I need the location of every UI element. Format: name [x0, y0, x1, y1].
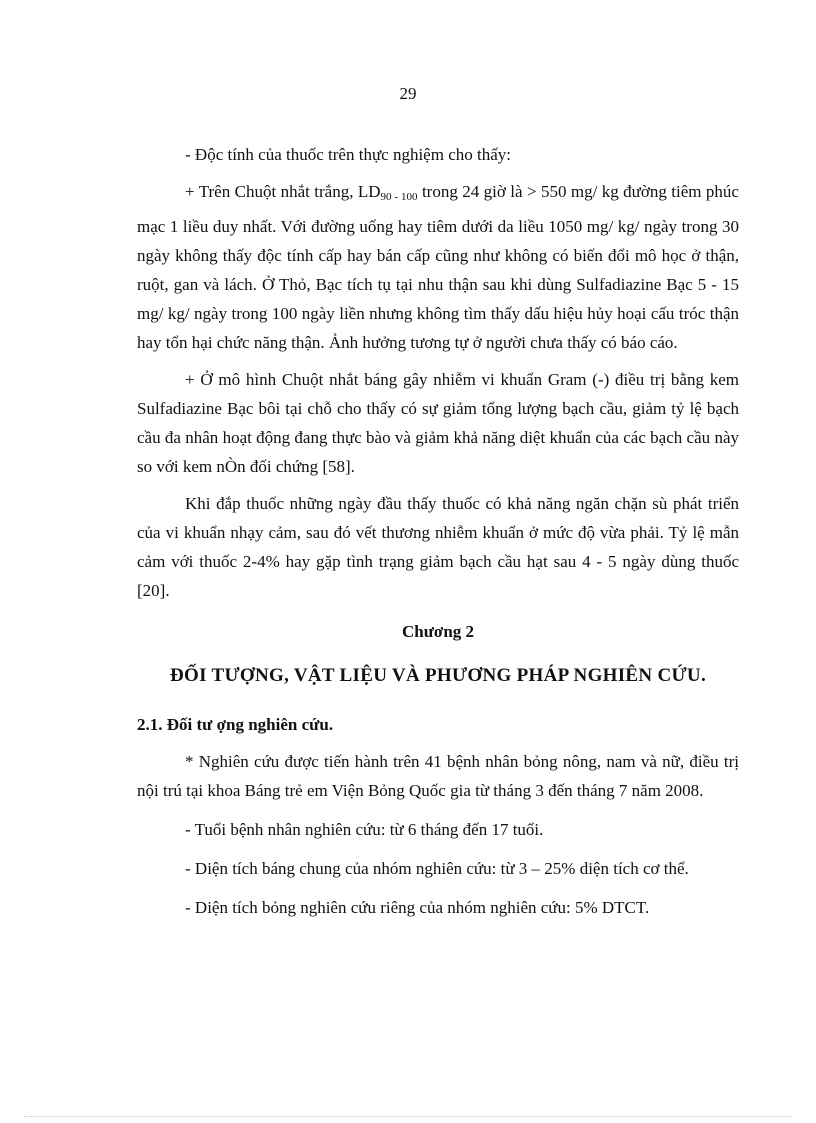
ld-subscript: 90 - 100	[380, 191, 418, 203]
section-heading: 2.1. Đối tư ợng nghiên cứu.	[137, 715, 334, 734]
burn-model-paragraph: + Ở mô hình Chuột nhắt báng gây nhiễm vi khuẩn Gram (-) điều trị bằng kem Sulfadiazine Bạc bôi tại chỗ cho thấy có sự giảm tổng lượng bạch cầu, giảm tỷ lệ bạch cầu đa nhân hoạt động đang thực bào và giảm khả năng diệt khuẩn của các bạch cầu này so với kem nÒn đối chứng [58].	[137, 370, 739, 476]
chapter-label: Chương 2	[401, 622, 475, 641]
application-paragraph: Khi đắp thuốc những ngày đầu thấy thuốc có khả năng ngăn chặn sù phát triển của vi khuẩn nhạy cảm, sau đó vết thương nhiễm khuẩn ở mức độ vừa phải. Tỷ lệ mẫn cảm với thuốc 2-4% hay gặp tình trạng giảm bạch cầu hạt sau 4 - 5 ngày dùng thuốc [20].	[137, 494, 739, 600]
study-item-total-area: - Diện tích báng chung của nhóm nghiên cứu: từ 3 – 25% diện tích cơ thể.	[185, 859, 689, 878]
mice-toxicity-paragraph	[137, 177, 739, 357]
mice-rest-text: trong 24 giờ là > 550 mg/ kg đường tiêm phúc mạc 1 liều duy nhất. Với đường uống hay tiêm dưới da liều 1050 mg/ kg/ ngày trong 30 ngày không thấy độc tính cấp hay bán cấp cũng như không có biến đổi mô học ở thận, ruột, gan và lách. Ở Thỏ, Bạc tích tụ tại nhu thận sau khi dùng Sulfadiazine Bạc 5 - 15 mg/ kg/ ngày trong 100 ngày liền nhưng không tìm thấy dấu hiệu hủy hoại cấu tróc thận hay tổn hại chức năng thận. Ảnh hưởng tương tự ở người chưa thấy có báo cáo.	[137, 182, 739, 352]
study-intro-paragraph: * Nghiên cứu được tiến hành trên 41 bệnh nhân bỏng nông, nam và nữ, điều trị nội trú tại khoa Báng trẻ em Viện Bỏng Quốc gia từ tháng 3 đến tháng 7 năm 2008.	[137, 752, 739, 800]
mice-prefix-text: + Trên Chuột nhắt trắng, LD	[185, 182, 381, 201]
toxicity-intro-paragraph: - Độc tính của thuốc trên thực nghiệm cho thấy:	[185, 145, 511, 164]
chapter-title: ĐỐI TƯỢNG, VẬT LIỆU VÀ PHƯƠNG PHÁP NGHIÊN CỨU.	[170, 665, 706, 686]
page-number: 29	[399, 84, 417, 103]
study-item-age: - Tuổi bệnh nhân nghiên cứu: từ 6 tháng đến 17 tuổi.	[185, 820, 544, 839]
page-bottom-divider	[24, 1116, 792, 1117]
page-content	[137, 140, 739, 922]
study-item-study-area: - Diện tích bỏng nghiên cứu riêng của nhóm nghiên cứu: 5% DTCT.	[185, 898, 650, 917]
